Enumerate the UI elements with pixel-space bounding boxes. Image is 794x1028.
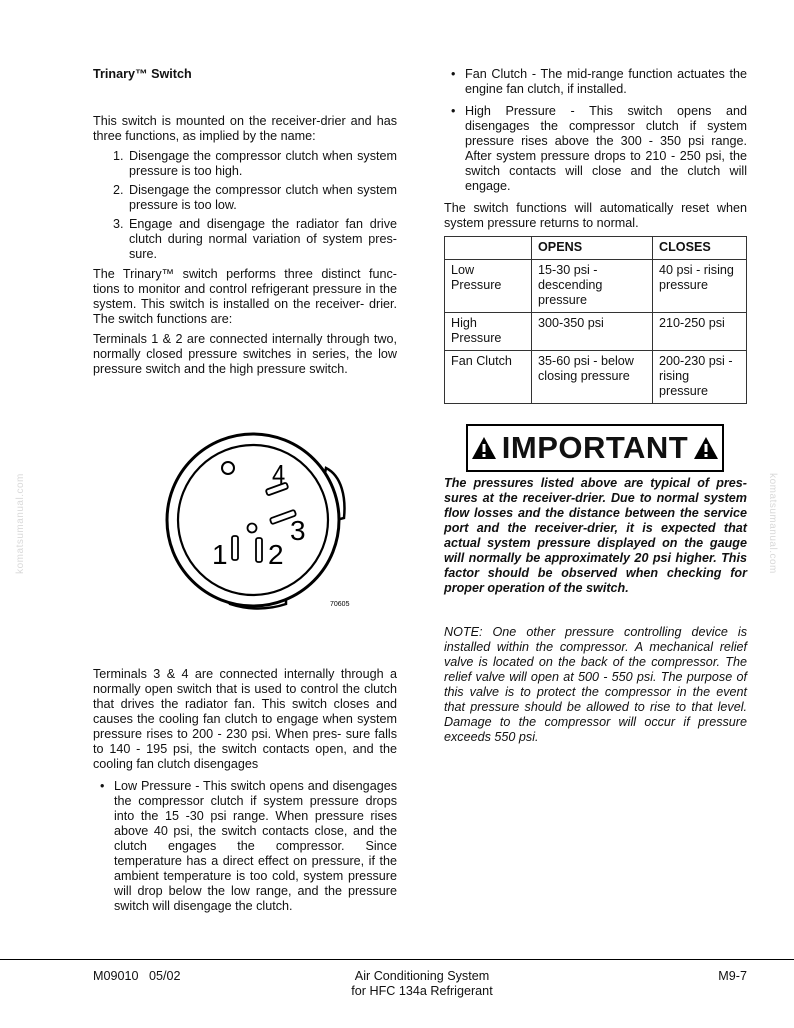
section-heading: Trinary™ Switch bbox=[93, 67, 192, 81]
footer-page-number: M9-7 bbox=[718, 969, 747, 983]
footer-title-line1: Air Conditioning System bbox=[354, 969, 490, 983]
warning-triangle-icon bbox=[693, 436, 719, 460]
table-cell: 40 psi - rising pressure bbox=[653, 260, 747, 313]
footer-title bbox=[297, 969, 547, 999]
footer-doc-id: M09010 05/02 bbox=[93, 969, 181, 983]
low-pressure-bullet: • Low Pressure - This switch opens and disengages the compressor clutch if system pressure drops into the 15 -30 psi range. When pressure rises above 40 psi, the switch contacts close, and the clutch engages the compressor. Since temperature has a direct effect on pressure, if the ambient temperature is too cold, system pressure will drop below the low range, and the pressure switch will disengage the clutch. bbox=[100, 779, 397, 914]
terminal-label-3: 3 bbox=[290, 515, 306, 546]
left-column-lower bbox=[93, 667, 397, 914]
footer-divider bbox=[0, 959, 794, 960]
function-item: 2. Disengage the compressor clutch when system pressure is too low. bbox=[127, 183, 397, 213]
figure-code: 70605 bbox=[330, 601, 350, 608]
terminals-1-2-paragraph: Terminals 1 & 2 are connected internally through two, normally closed pressure switches in series, the low pressure switch and the high pressure switch. bbox=[93, 332, 397, 376]
function-item: 1. Disengage the compressor clutch when system pressure is too high. bbox=[127, 149, 397, 179]
watermark-left: komatsumanual.com bbox=[14, 473, 26, 574]
table-row bbox=[445, 351, 747, 404]
table-cell: High Pressure bbox=[445, 313, 532, 351]
left-column bbox=[93, 67, 397, 377]
pressure-table bbox=[444, 236, 747, 404]
table-row bbox=[445, 313, 747, 351]
table-cell: 15-30 psi - descending pressure bbox=[532, 260, 653, 313]
important-text: The pressures listed above are typical of pres- sures at the receiver-drier. Due to normal system flow losses and the distance between the service port and the receiver-drier, it is expected that actual system pressure displayed on the gauge will normally be approximately 20 psi higher. This factor should be observed when checking for proper operation of the switch. bbox=[444, 476, 747, 595]
table-cell: 210-250 psi bbox=[653, 313, 747, 351]
watermark-right: komatsumanual.com bbox=[766, 473, 778, 574]
table-cell: 200-230 psi - rising pressure bbox=[653, 351, 747, 404]
right-column bbox=[444, 67, 747, 404]
important-banner bbox=[466, 424, 724, 472]
important-label: IMPORTANT bbox=[501, 430, 689, 465]
function-list bbox=[93, 149, 397, 262]
table-header-cell: OPENS bbox=[532, 237, 653, 260]
terminal-label-4: 4 bbox=[272, 458, 286, 491]
high-pressure-bullet: • High Pressure - This switch opens and disengages the compressor clutch if system pressure rises above the 300 - 350 psi range. After system pressure drops to 210 - 250 psi, the switch contacts will close and the clutch will engage. bbox=[451, 104, 747, 194]
table-header-cell: CLOSES bbox=[653, 237, 747, 260]
low-pressure-list bbox=[93, 779, 397, 914]
table-header-row bbox=[445, 237, 747, 260]
terminal-label-2: 2 bbox=[268, 539, 284, 570]
trinary-switch-figure bbox=[148, 418, 368, 618]
table-cell: Fan Clutch bbox=[445, 351, 532, 404]
table-cell: 35-60 psi - below closing pressure bbox=[532, 351, 653, 404]
table-cell: Low Pressure bbox=[445, 260, 532, 313]
intro-paragraph: This switch is mounted on the receiver-drier and has three functions, as implied by the name: bbox=[93, 114, 397, 143]
table-header-cell bbox=[445, 237, 532, 260]
function-bullets bbox=[444, 67, 747, 194]
terminal-label-1: 1 bbox=[212, 539, 228, 570]
footer-title-line2: for HFC 134a Refrigerant bbox=[351, 984, 493, 998]
warning-triangle-icon bbox=[471, 436, 497, 460]
switch-description: The Trinary™ switch performs three distinct func- tions to monitor and control refrigerant pressure in the system. This switch is installed on the receiver- drier. The switch functions are: bbox=[93, 267, 397, 326]
fan-clutch-bullet: • Fan Clutch - The mid-range function actuates the engine fan clutch, if installed. bbox=[451, 67, 747, 97]
function-item: 3. Engage and disengage the radiator fan drive clutch during normal variation of system pres- sure. bbox=[127, 217, 397, 262]
table-row bbox=[445, 260, 747, 313]
note-paragraph: NOTE: One other pressure controlling device is installed within the compressor. A mechanical relief valve is located on the back of the compressor. The relief valve will open at 500 - 550 psi. The purpose of this valve is to protect the compressor in the event that pressure should be allowed to rise to that level. Damage to the compressor will occur if pressure exceeds 550 psi. bbox=[444, 625, 747, 744]
table-cell: 300-350 psi bbox=[532, 313, 653, 351]
reset-paragraph: The switch functions will automatically reset when system pressure returns to normal. bbox=[444, 201, 747, 230]
terminals-3-4-paragraph: Terminals 3 & 4 are connected internally through a normally open switch that is used to control the clutch that drives the radiator fan. This switch closes and causes the cooling fan clutch to engage when system pressure rises to 200 - 230 psi. When pres- sure falls to 140 - 195 psi, the switch contacts open, and the cooling fan clutch disengages bbox=[93, 667, 397, 771]
